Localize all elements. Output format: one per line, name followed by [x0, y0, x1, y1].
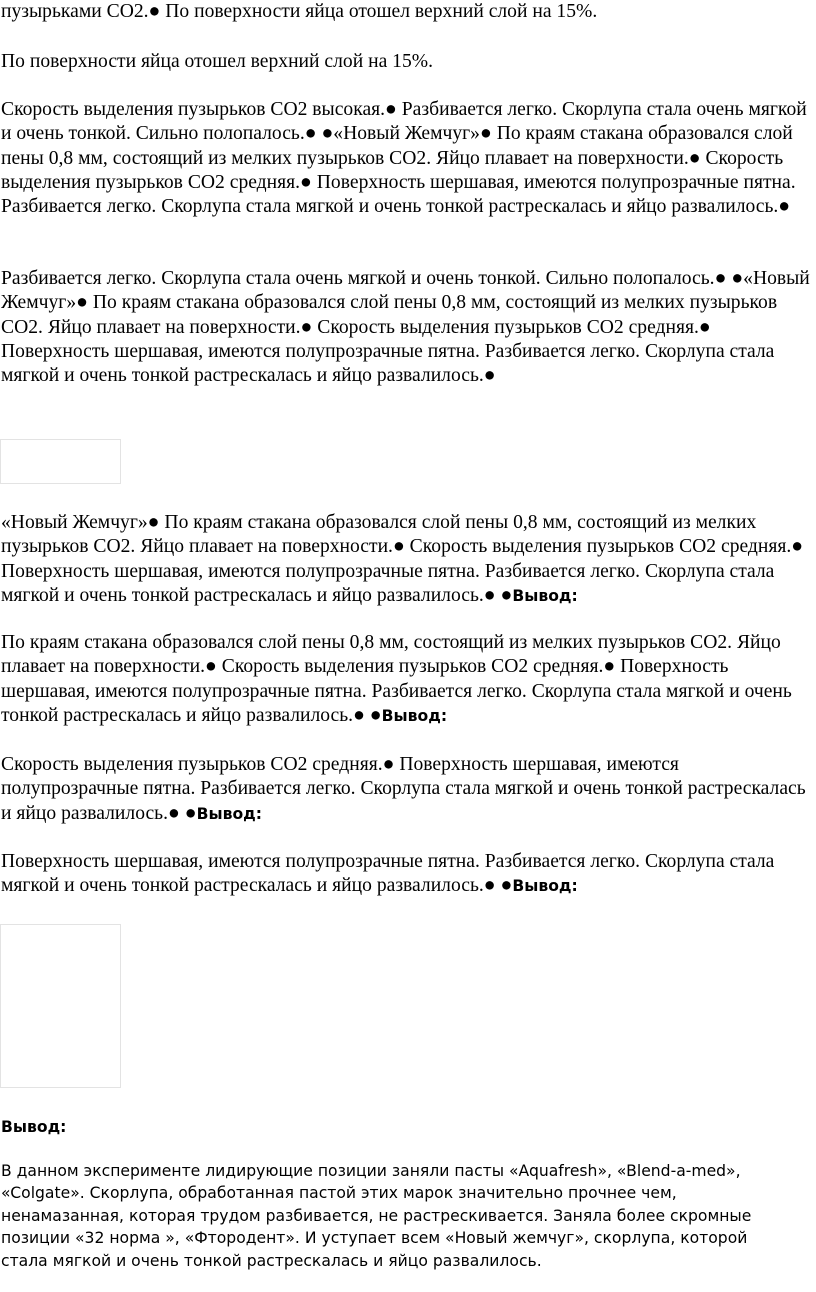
conclusion-label: Вывод: [381, 706, 448, 725]
image-placeholder [0, 924, 121, 1088]
conclusion-label: Вывод: [196, 804, 262, 823]
block-text: пузырьками СО2.● По поверхности яйца отошел верхний слой на 15%. [1, 1, 598, 22]
block-text: Поверхность шершавая, имеются полупрозрачные пятна. Разбивается легко. Скорлупа стала мягкой и очень тонкой растрескалась и яйцо развалилось.● ● [1, 851, 775, 897]
conclusion-label: Вывод: [512, 877, 578, 896]
text-block-5 [1, 511, 813, 608]
block-text: По поверхности яйца отошел верхний слой на 15%. [1, 51, 433, 72]
conclusion-label: Вывод: [512, 586, 578, 605]
block-text: Скорость выделения пузырьков СО2 средняя.● Поверхность шершавая, имеются полупрозрачные пятна. Разбивается легко. Скорлупа стала мягкой и очень тонкой растрескалась и яйцо развалилось.● ● [1, 754, 806, 824]
block-text: Разбивается легко. Скорлупа стала очень мягкой и очень тонкой. Сильно полопалось.● ●«Новый Жемчуг»● По краям стакана образовался слой пены 0,8 мм, состоящий из мелких пузырьков СО2. Яйцо плавает на поверхности.● Скорость выделения пузырьков СО2 средняя.● Поверхность шершавая, имеются полупрозрачные пятна. Разбивается легко. Скорлупа стала мягкой и очень тонкой растрескалась и яйцо развалилось.● [1, 268, 810, 387]
conclusion-heading: Вывод: [1, 1118, 67, 1136]
image-placeholder [0, 439, 121, 484]
text-block-2 [1, 50, 813, 74]
block-text: По краям стакана образовался слой пены 0,8 мм, состоящий из мелких пузырьков СО2. Яйцо плавает на поверхности.● Скорость выделения пузырьков СО2 средняя.● Поверхность шершавая, имеются полупрозрачные пятна. Разбивается легко. Скорлупа стала мягкой и очень тонкой растрескалась и яйцо развалилось.● ● [1, 632, 792, 726]
block-text: Скорость выделения пузырьков СО2 высокая.● Разбивается легко. Скорлупа стала очень мягкой и очень тонкой. Сильно полопалось.● ●«Новый Жемчуг»● По краям стакана образовался слой пены 0,8 мм, состоящий из мелких пузырьков СО2. Яйцо плавает на поверхности.● Скорость выделения пузырьков СО2 средняя.● Поверхность шершавая, имеются полупрозрачные пятна. Разбивается легко. Скорлупа стала мягкой и очень тонкой растрескалась и яйцо развалилось.● [1, 99, 807, 218]
text-block-7 [1, 753, 813, 826]
block-text: «Новый Жемчуг»● По краям стакана образовался слой пены 0,8 мм, состоящий из мелких пузырьков СО2. Яйцо плавает на поверхности.● Скорость выделения пузырьков СО2 средняя.● Поверхность шершавая, имеются полупрозрачные пятна. Разбивается легко. Скорлупа стала мягкой и очень тонкой растрескалась и яйцо развалилось.● ● [1, 512, 804, 606]
text-block-8 [1, 850, 813, 899]
text-block-6 [1, 631, 813, 728]
text-block-4 [1, 267, 813, 388]
text-block-1 [1, 0, 813, 24]
text-block-3 [1, 98, 813, 219]
conclusion-text: В данном эксперименте лидирующие позиции заняли пасты «Aquafresh», «Blend-a-med», «Colgate». Скорлупа, обработанная пастой этих марок значительно прочнее чем, ненамазанная, которая трудом разбивается, не растрескивается. Заняла более скромные позиции «32 норма », «Фтородент». И уступает всем «Новый жемчуг», скорлупа, которой стала мягкой и очень тонкой растрескалась и яйцо развалилось. [1, 1162, 752, 1270]
